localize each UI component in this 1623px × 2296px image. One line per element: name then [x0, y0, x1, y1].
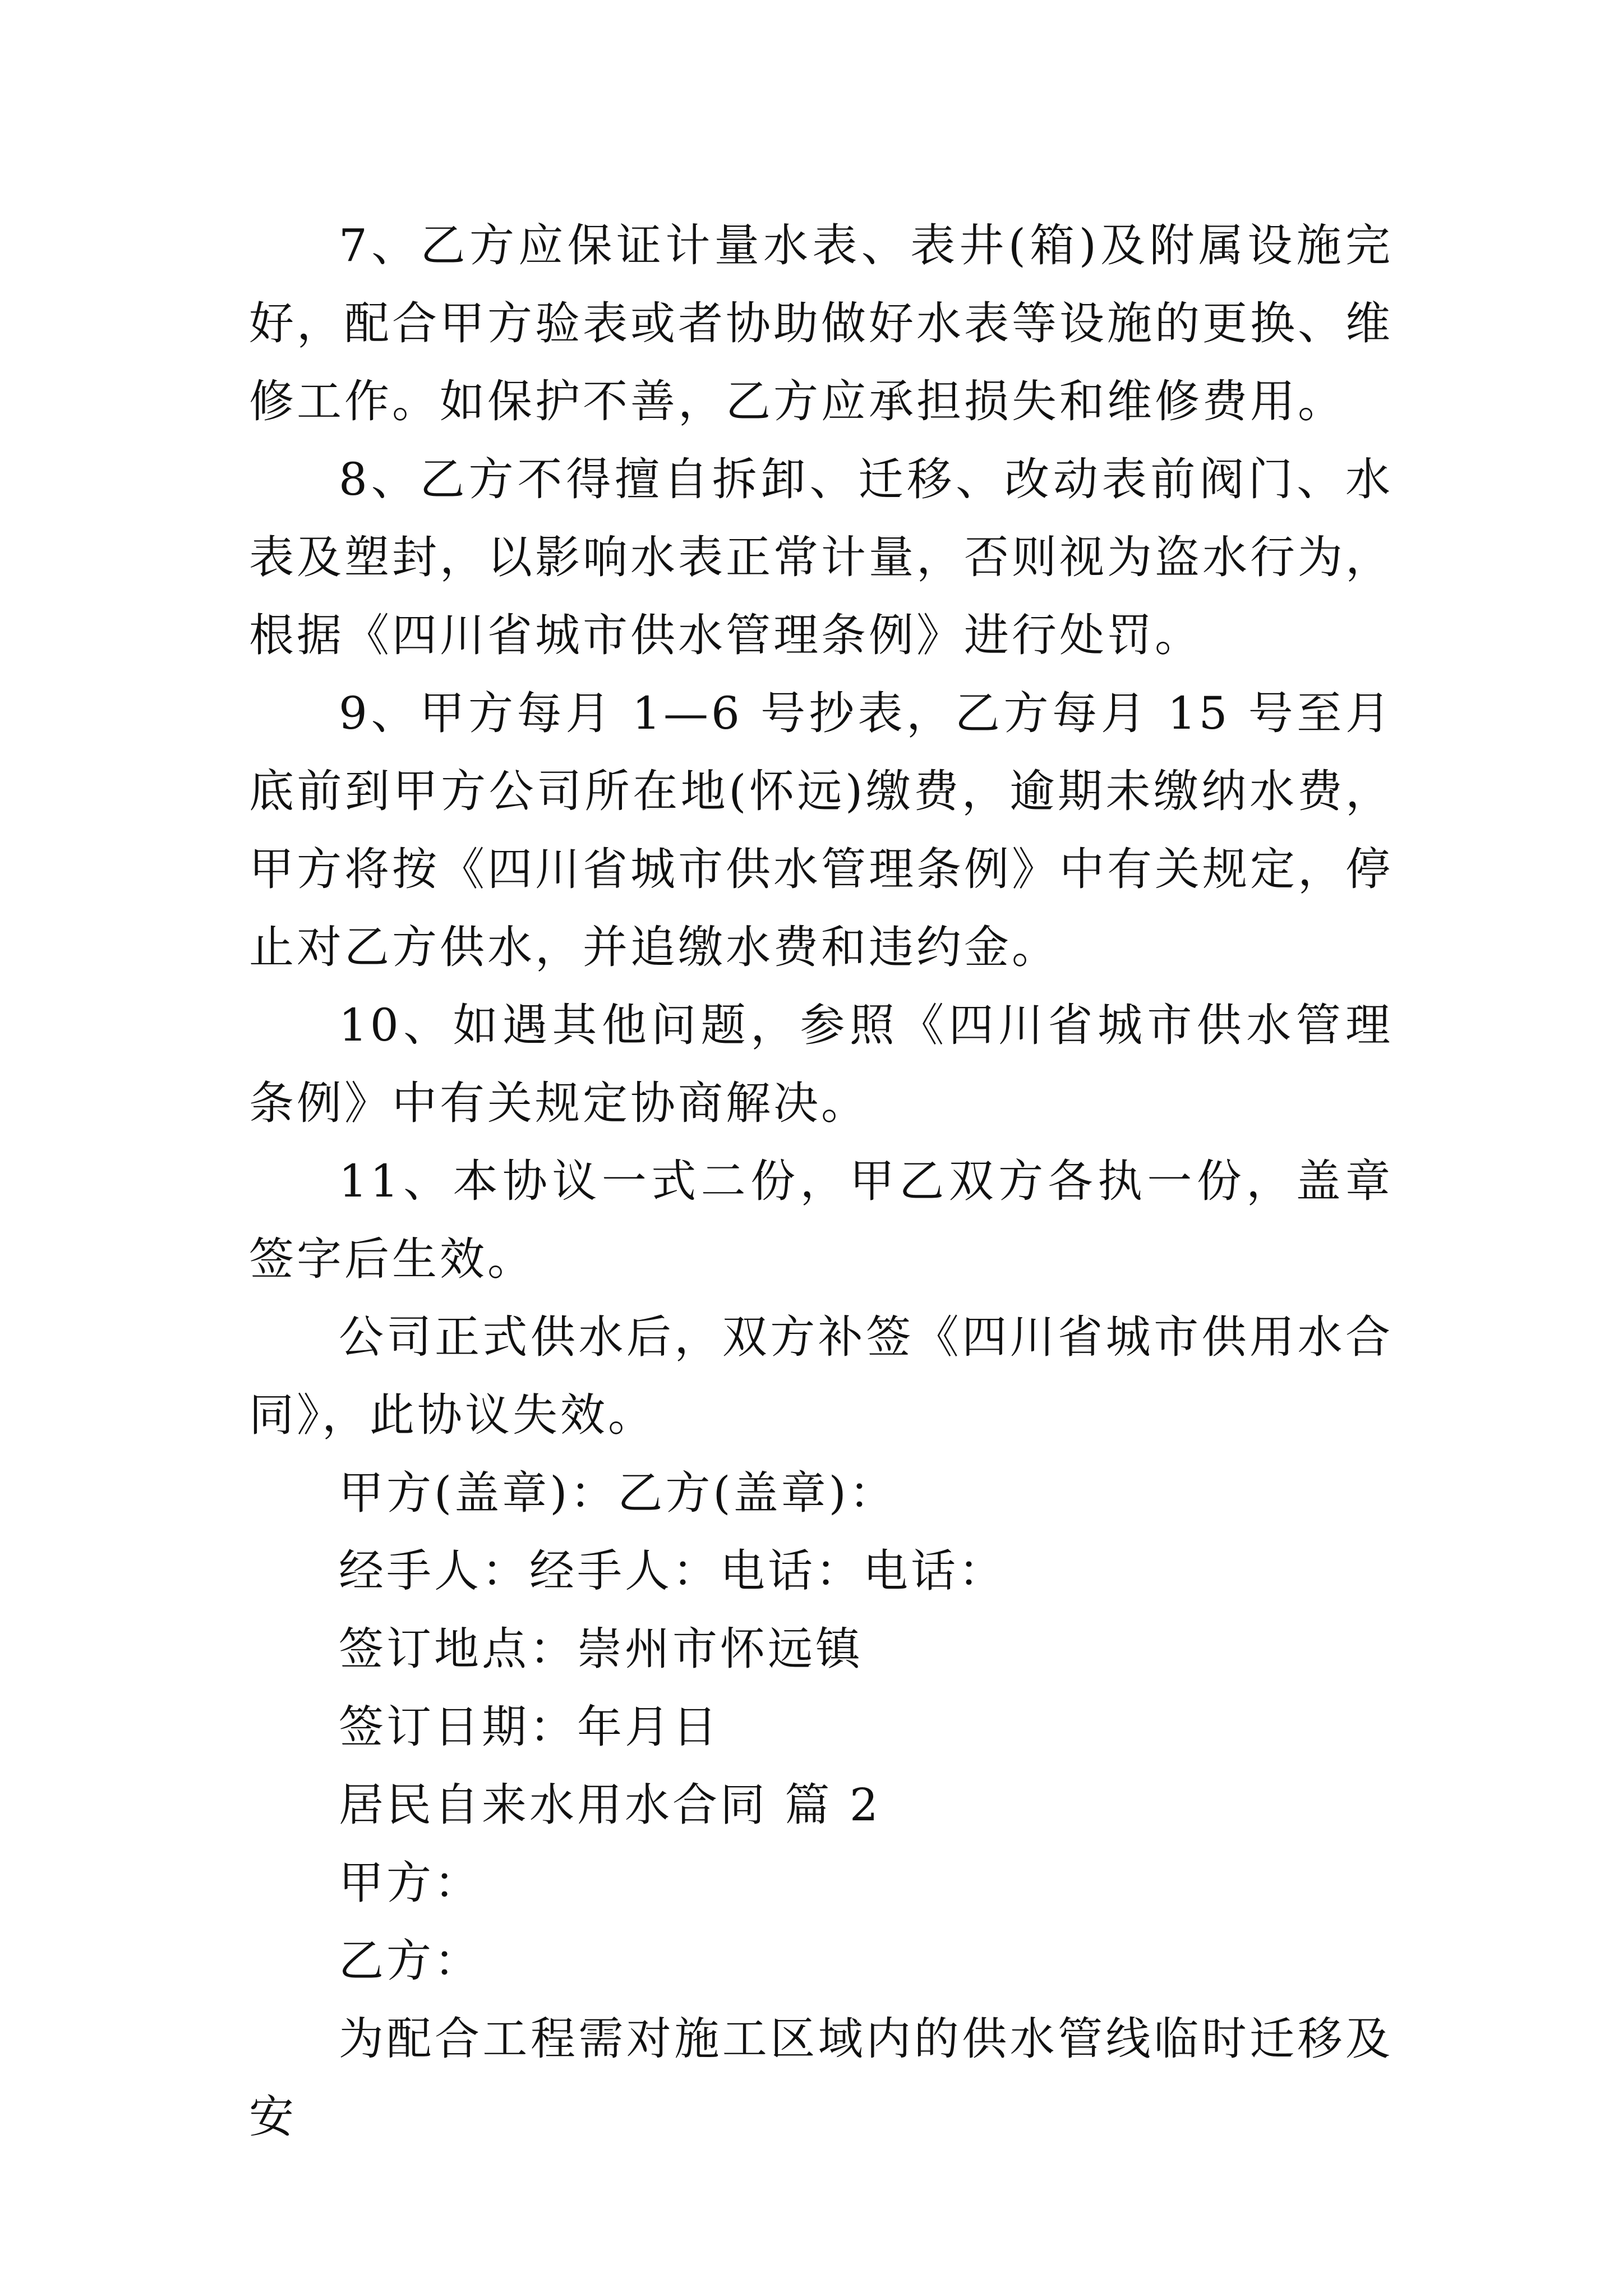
signing-place: 签订地点：崇州市怀远镇	[339, 1623, 863, 1675]
signature-party-seals: 甲方(盖章)：乙方(盖章)：	[339, 1467, 897, 1519]
paragraph-clause-9: 9、甲方每月 1—6 号抄表，乙方每月 15 号至月底前到甲方公司所在地(怀远)缴费，逾期未缴纳水费，甲方将按《四川省城市供水管理条例》中有关规定，停止对乙方供水，并追缴水费和违约金。	[249, 687, 1393, 973]
section-title-contract-2: 居民自来水用水合同 篇 2	[339, 1779, 881, 1831]
document-body	[249, 206, 1393, 2156]
party-a-label: 甲方：	[339, 1857, 482, 1909]
signing-date: 签订日期：年月日	[339, 1701, 720, 1753]
paragraph-intro: 为配合工程需对施工区域内的供水管线临时迁移及安	[249, 2013, 1393, 2143]
paragraph-supplement: 公司正式供水后，双方补签《四川省城市供用水合同》，此协议失效。	[249, 1311, 1393, 1441]
paragraph-clause-8: 8、乙方不得擅自拆卸、迁移、改动表前阀门、水表及塑封，以影响水表正常计量，否则视为盗水行为，根据《四川省城市供水管理条例》进行处罚。	[249, 453, 1393, 661]
paragraph-clause-7: 7、乙方应保证计量水表、表井(箱)及附属设施完好，配合甲方验表或者协助做好水表等设施的更换、维修工作。如保护不善，乙方应承担损失和维修费用。	[249, 219, 1393, 427]
paragraph-clause-11: 11、本协议一式二份，甲乙双方各执一份，盖章签字后生效。	[249, 1155, 1393, 1285]
signature-handlers-phones: 经手人：经手人：电话：电话：	[339, 1545, 1006, 1597]
party-b-label: 乙方：	[339, 1935, 482, 1987]
paragraph-clause-10: 10、如遇其他问题，参照《四川省城市供水管理条例》中有关规定协商解决。	[249, 999, 1393, 1129]
